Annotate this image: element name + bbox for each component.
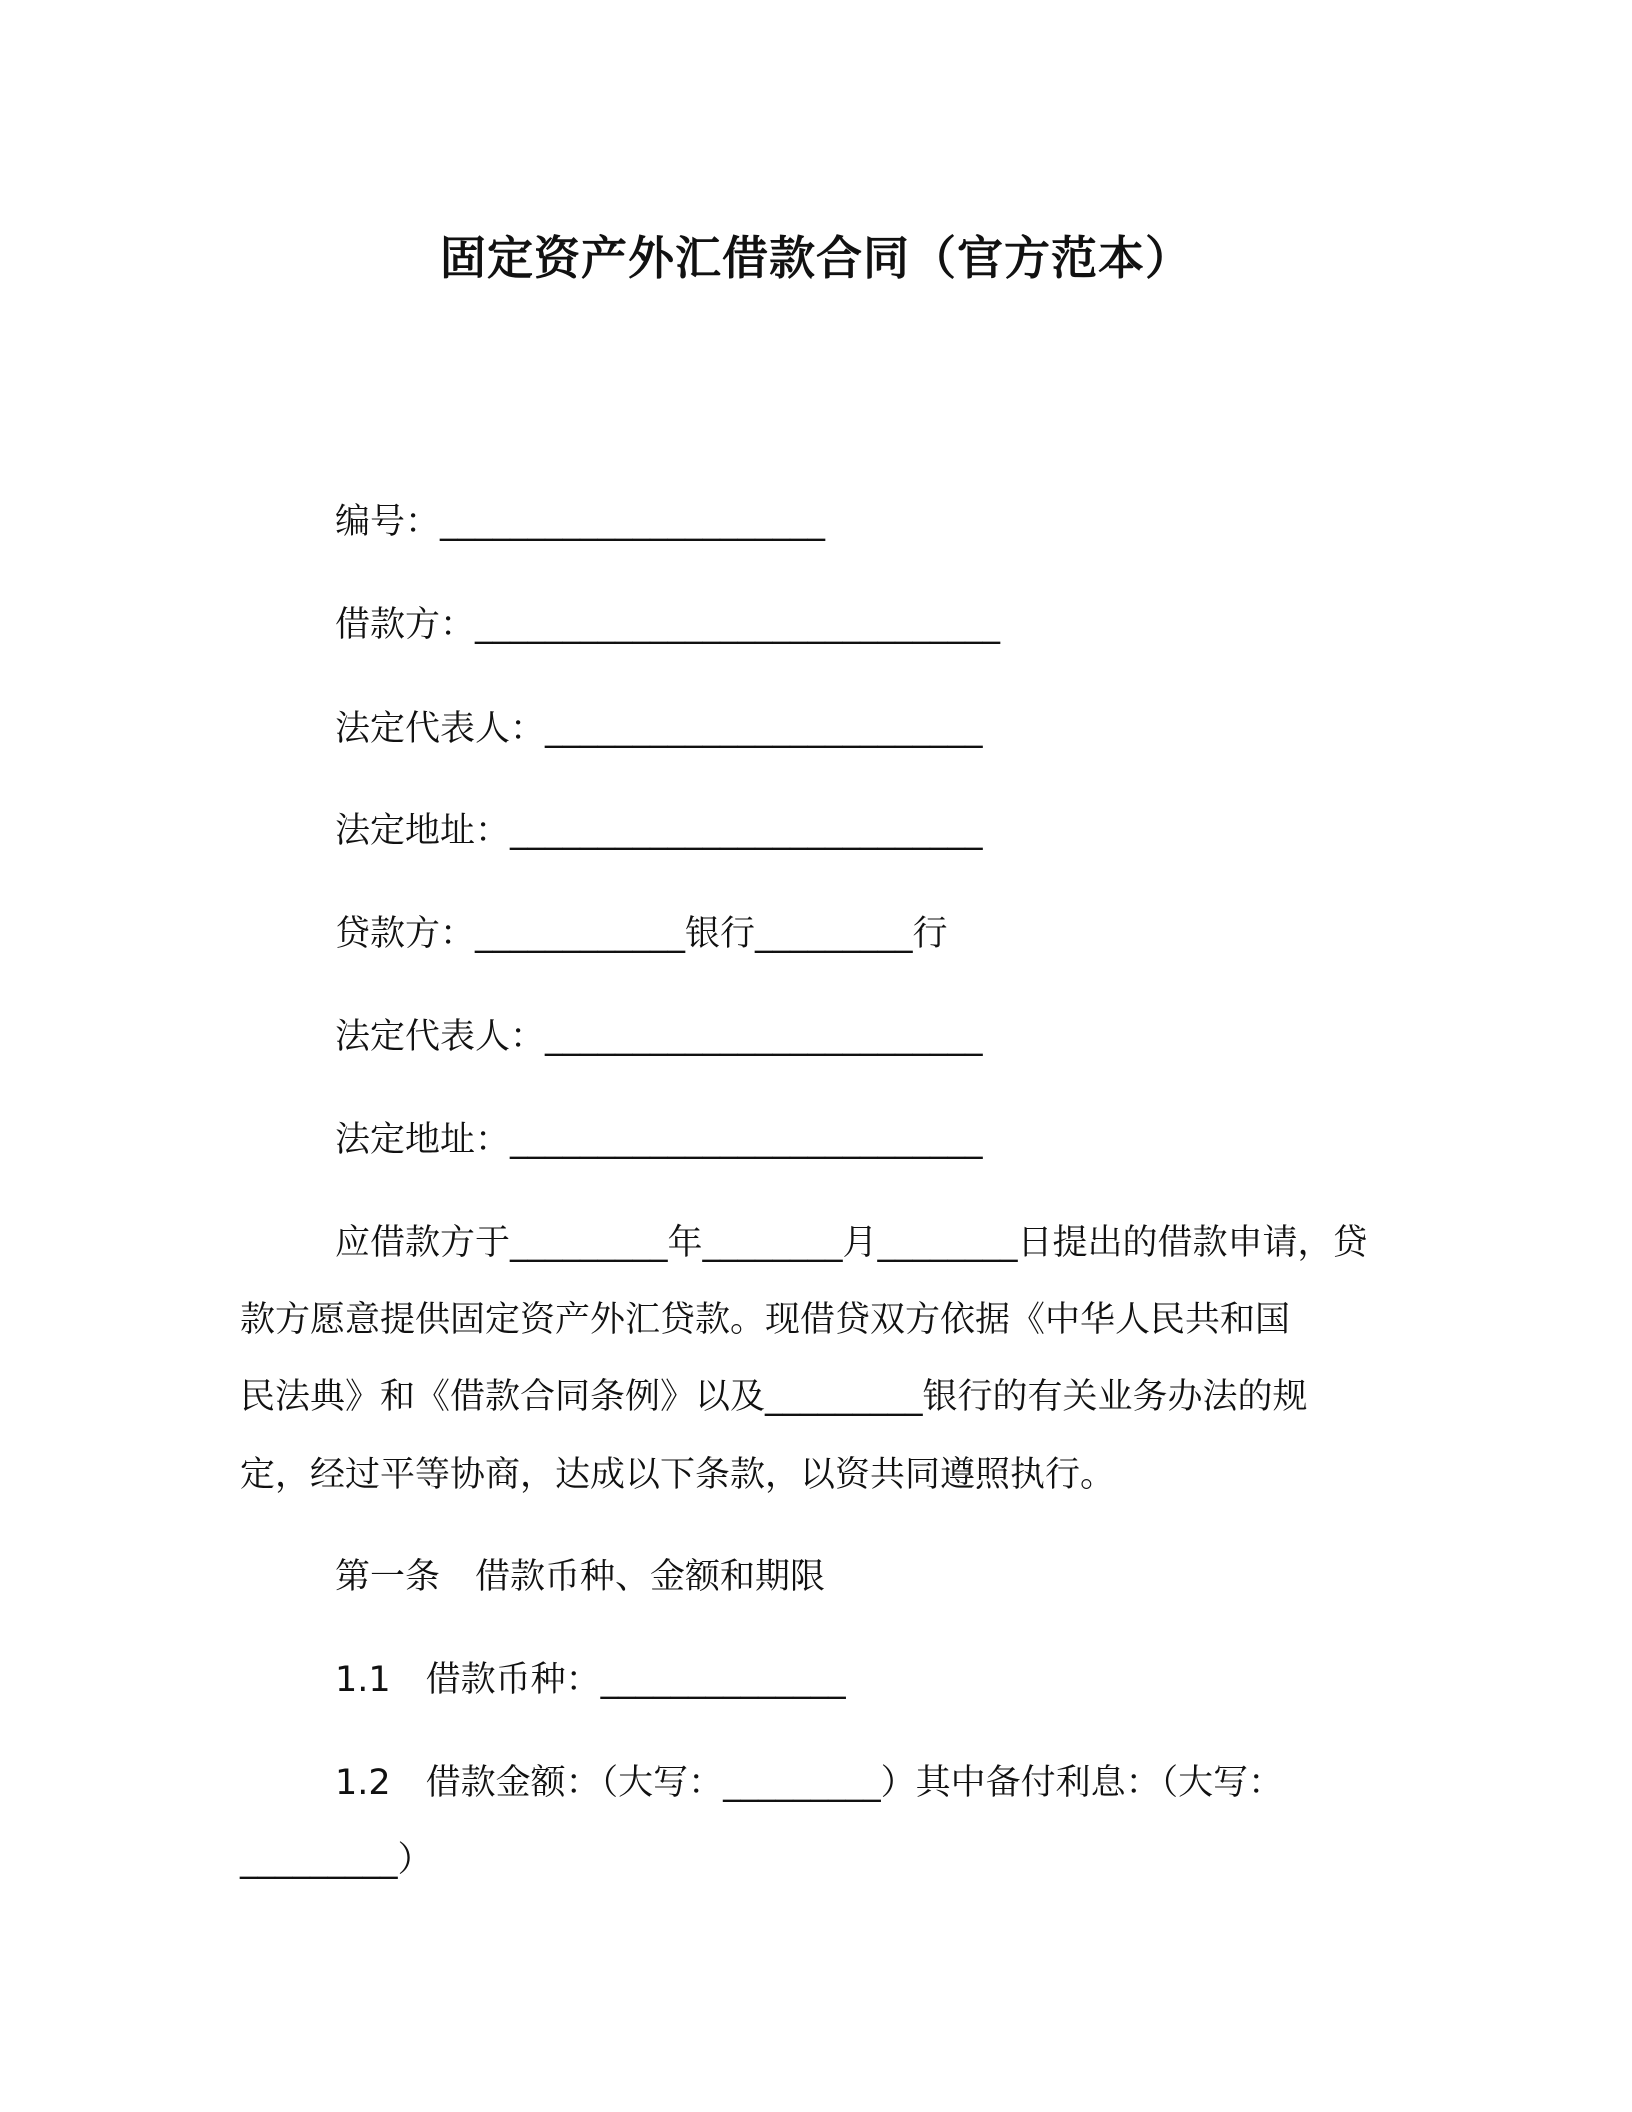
intro-paragraph-line: 民法典》和《借款合同条例》以及_________银行的有关业务办法的规 [240, 1377, 1308, 1417]
field-borrower-legal-address: 法定地址：___________________________ [335, 811, 983, 851]
clause-1-1: 1.1 借款币种：______________ [335, 1660, 846, 1700]
article-1-heading: 第一条 借款币种、金额和期限 [335, 1557, 826, 1597]
clause-1-2: 1.2 借款金额：（大写：_________）其中备付利息：（大写： [335, 1763, 1284, 1803]
intro-paragraph-line: 定，经过平等协商，达成以下条款，以资共同遵照执行。 [240, 1455, 1116, 1495]
intro-paragraph-line: 款方愿意提供固定资产外汇贷款。现借贷双方依据《中华人民共和国 [240, 1300, 1291, 1340]
field-lender-legal-representative: 法定代表人：_________________________ [335, 1017, 983, 1057]
field-lender-legal-address: 法定地址：___________________________ [335, 1120, 983, 1160]
field-borrower: 借款方：______________________________ [335, 605, 1001, 645]
field-contract-number: 编号：______________________ [335, 502, 826, 542]
intro-paragraph-line: 应借款方于_________年________月________日提出的借款申请，贷 [335, 1223, 1368, 1263]
clause-1-2-continuation: _________） [240, 1840, 433, 1880]
document-title: 固定资产外汇借款合同（官方范本） [440, 231, 1192, 285]
field-lender: 贷款方：____________银行_________行 [335, 914, 948, 954]
field-borrower-legal-representative: 法定代表人：_________________________ [335, 709, 983, 749]
